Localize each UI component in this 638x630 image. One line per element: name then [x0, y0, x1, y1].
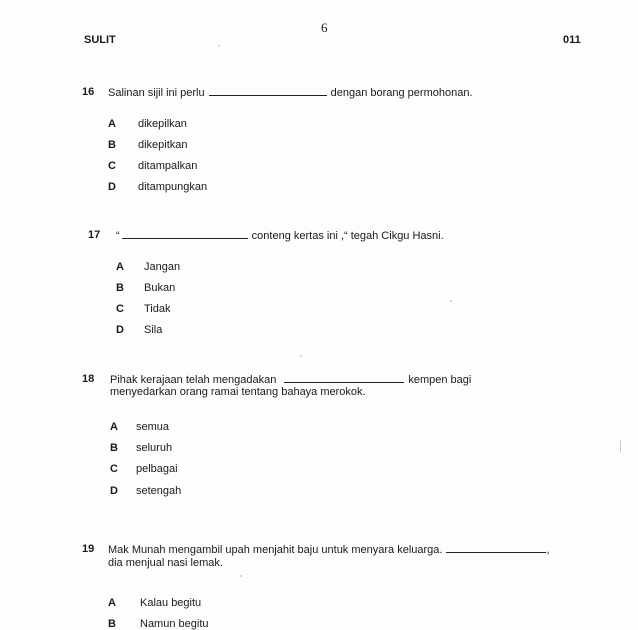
q17-option-c-letter: C	[116, 303, 124, 315]
question-18-blank	[284, 373, 404, 383]
question-17-text-before: “	[116, 230, 120, 242]
q16-option-b-text: dikepitkan	[138, 139, 188, 151]
question-17-stem	[116, 229, 444, 242]
q16-option-c-letter: C	[108, 160, 116, 172]
header-sulit: SULIT	[84, 34, 116, 46]
question-17-number: 17	[88, 229, 101, 241]
q18-option-b-letter: B	[110, 442, 118, 454]
q18-option-b-text: seluruh	[136, 442, 173, 454]
q19-option-b-letter: B	[108, 618, 116, 630]
q19-option-a-text: Kalau begitu	[140, 597, 202, 609]
question-18-text-before: Pihak kerajaan telah mengadakan	[110, 374, 277, 386]
q19-option-b-text: Namun begitu	[140, 618, 209, 630]
question-19-number: 19	[82, 543, 95, 555]
q19-option-a-letter: A	[108, 597, 116, 609]
q18-option-c-text: pelbagai	[136, 463, 178, 475]
q16-option-a-letter: A	[108, 118, 116, 130]
q16-option-d-text: ditampungkan	[138, 181, 208, 193]
question-17-text-after: conteng kertas ini ,“ tegah Cikgu Hasni.	[251, 230, 444, 242]
q16-option-d-letter: D	[108, 181, 116, 193]
q17-option-d-text: Sila	[144, 324, 163, 336]
question-16-text-after: dengan borang permohonan.	[330, 87, 473, 99]
question-16-blank	[209, 86, 327, 96]
question-19-text-before: Mak Munah mengambil upah menjahit baju untuk menyara keluarga.	[108, 544, 443, 556]
q18-option-a-letter: A	[110, 421, 118, 433]
q18-option-d-letter: D	[110, 485, 118, 497]
question-16-stem	[108, 86, 473, 99]
q18-option-d-text: setengah	[136, 485, 182, 497]
question-19-blank	[446, 543, 546, 553]
question-18-stem-line1	[110, 373, 471, 386]
question-19-stem-line2: dia menjual nasi lemak.	[108, 557, 223, 569]
question-19-text-after: ,	[546, 544, 550, 556]
question-18-stem-line2: menyedarkan orang ramai tentang bahaya merokok.	[110, 386, 366, 398]
q17-option-a-letter: A	[116, 261, 124, 273]
scan-speck	[218, 45, 220, 47]
q17-option-d-letter: D	[116, 324, 124, 336]
q17-option-b-text: Bukan	[144, 282, 176, 294]
q17-option-a-text: Jangan	[144, 261, 181, 273]
q18-option-a-text: semua	[136, 421, 170, 433]
q16-option-a-text: dikepilkan	[138, 118, 187, 130]
question-17-blank	[122, 229, 248, 239]
q16-option-b-letter: B	[108, 139, 116, 151]
q17-option-c-text: Tidak	[144, 303, 171, 315]
question-18-text-after: kempen bagi	[408, 374, 472, 386]
scan-speck	[240, 575, 242, 577]
scan-speck	[450, 300, 452, 302]
page-number: 6	[321, 20, 328, 35]
question-18-number: 18	[82, 373, 95, 385]
question-16-text-before: Salinan sijil ini perlu	[108, 87, 205, 99]
scan-speck	[620, 440, 621, 452]
scan-speck	[300, 355, 302, 357]
q16-option-c-text: ditampalkan	[138, 160, 198, 172]
question-19-stem-line1	[108, 543, 550, 556]
q17-option-b-letter: B	[116, 282, 124, 294]
header-code: 011	[563, 34, 581, 46]
q18-option-c-letter: C	[110, 463, 118, 475]
question-16-number: 16	[82, 86, 95, 98]
